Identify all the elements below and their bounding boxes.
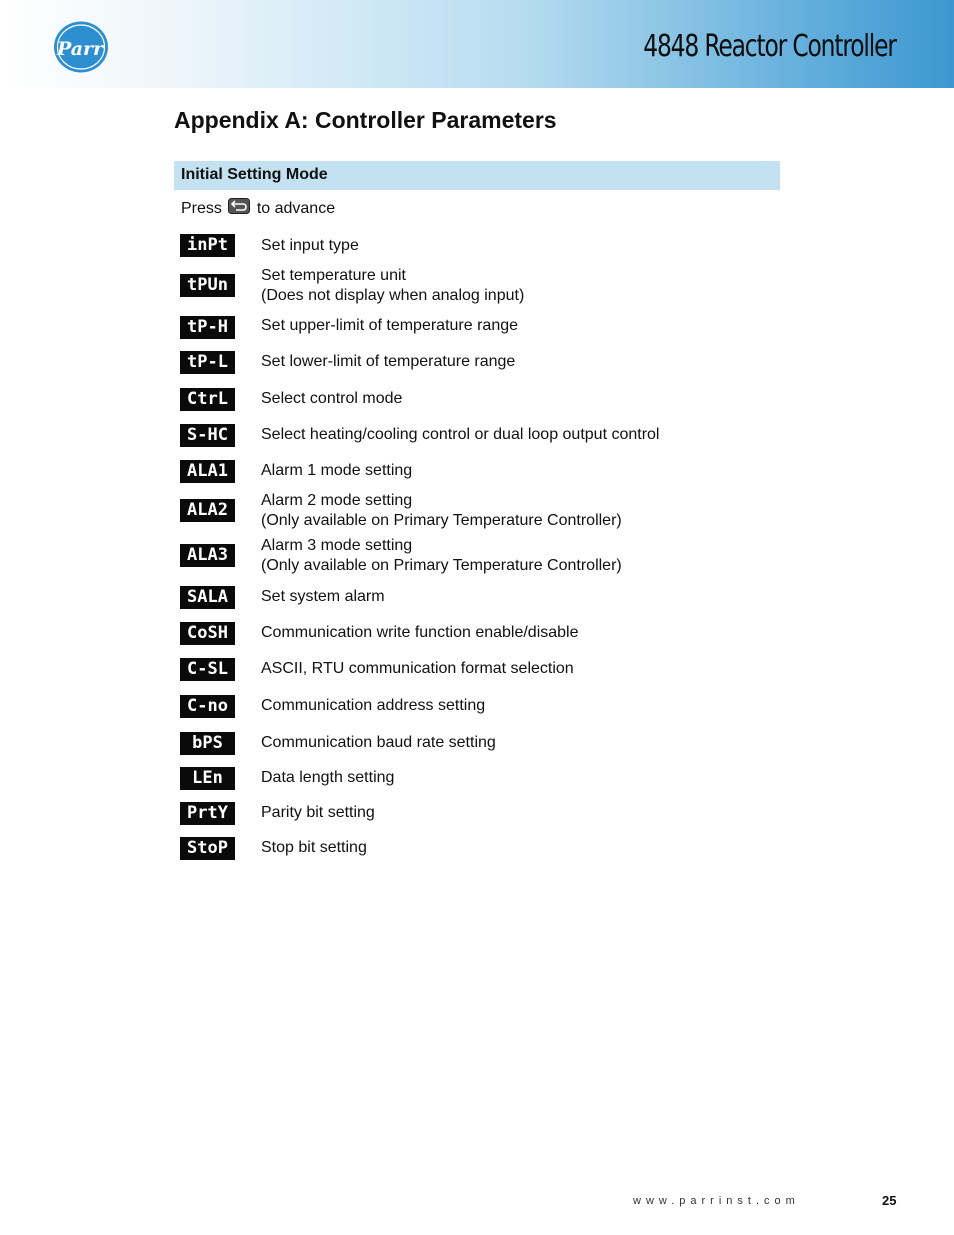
- return-arrow-icon: [228, 198, 250, 214]
- page-number: 25: [882, 1193, 897, 1208]
- parameter-description: Set upper-limit of temperature range: [261, 317, 519, 334]
- press-instruction: [181, 198, 335, 218]
- document-title: 4848 Reactor Controller: [643, 29, 896, 64]
- parameter-description: Set input type: [261, 237, 359, 254]
- parameter-description-note: (Only available on Primary Temperature Controller): [261, 512, 622, 529]
- lcd-code: C-SL: [180, 658, 235, 681]
- lcd-code: inPt: [180, 234, 235, 257]
- parameter-description: Communication write function enable/disable: [261, 624, 579, 641]
- parameter-description: Select heating/cooling control or dual loop output control: [261, 426, 660, 443]
- lcd-code: CoSH: [180, 622, 235, 645]
- lcd-code: tPUn: [180, 274, 235, 297]
- parameter-description: Set lower-limit of temperature range: [261, 353, 516, 370]
- parameter-description: Set system alarm: [261, 588, 385, 605]
- parameter-description: Set temperature unit: [261, 267, 406, 284]
- lcd-code: bPS: [180, 732, 235, 755]
- parameter-description: ASCII, RTU communication format selection: [261, 660, 574, 677]
- section-title: Initial Setting Mode: [181, 166, 328, 183]
- parameter-description: Communication address setting: [261, 697, 486, 714]
- lcd-code: ALA3: [180, 544, 235, 567]
- parameter-description: Alarm 2 mode setting: [261, 492, 413, 509]
- parameter-description-note: (Does not display when analog input): [261, 287, 525, 304]
- svg-text:Parr: Parr: [56, 38, 104, 60]
- press-suffix: to advance: [256, 200, 336, 217]
- parameter-description: Select control mode: [261, 390, 403, 407]
- parameter-description: Stop bit setting: [261, 839, 367, 856]
- parameter-description: Parity bit setting: [261, 804, 375, 821]
- page-title: Appendix A: Controller Parameters: [174, 107, 557, 133]
- parameter-description: Alarm 3 mode setting: [261, 537, 413, 554]
- parameter-description: Alarm 1 mode setting: [261, 462, 413, 479]
- lcd-code: S-HC: [180, 424, 235, 447]
- lcd-code: StoP: [180, 837, 235, 860]
- footer-url: www.parrinst.com: [633, 1195, 800, 1207]
- lcd-code: ALA2: [180, 499, 235, 522]
- lcd-code: C-no: [180, 695, 235, 718]
- lcd-code: tP-H: [180, 316, 235, 339]
- page-header: [0, 0, 954, 88]
- section-header: [174, 161, 780, 190]
- lcd-code: LEn: [180, 767, 235, 790]
- lcd-code: SALA: [180, 586, 235, 609]
- press-prefix: Press: [181, 200, 222, 217]
- lcd-code: ALA1: [180, 460, 235, 483]
- parameter-description: Data length setting: [261, 769, 395, 786]
- parr-logo: [52, 20, 110, 74]
- parameter-description-note: (Only available on Primary Temperature Controller): [261, 557, 622, 574]
- lcd-code: CtrL: [180, 388, 235, 411]
- lcd-code: tP-L: [180, 351, 235, 374]
- lcd-code: PrtY: [180, 802, 235, 825]
- parameter-description: Communication baud rate setting: [261, 734, 496, 751]
